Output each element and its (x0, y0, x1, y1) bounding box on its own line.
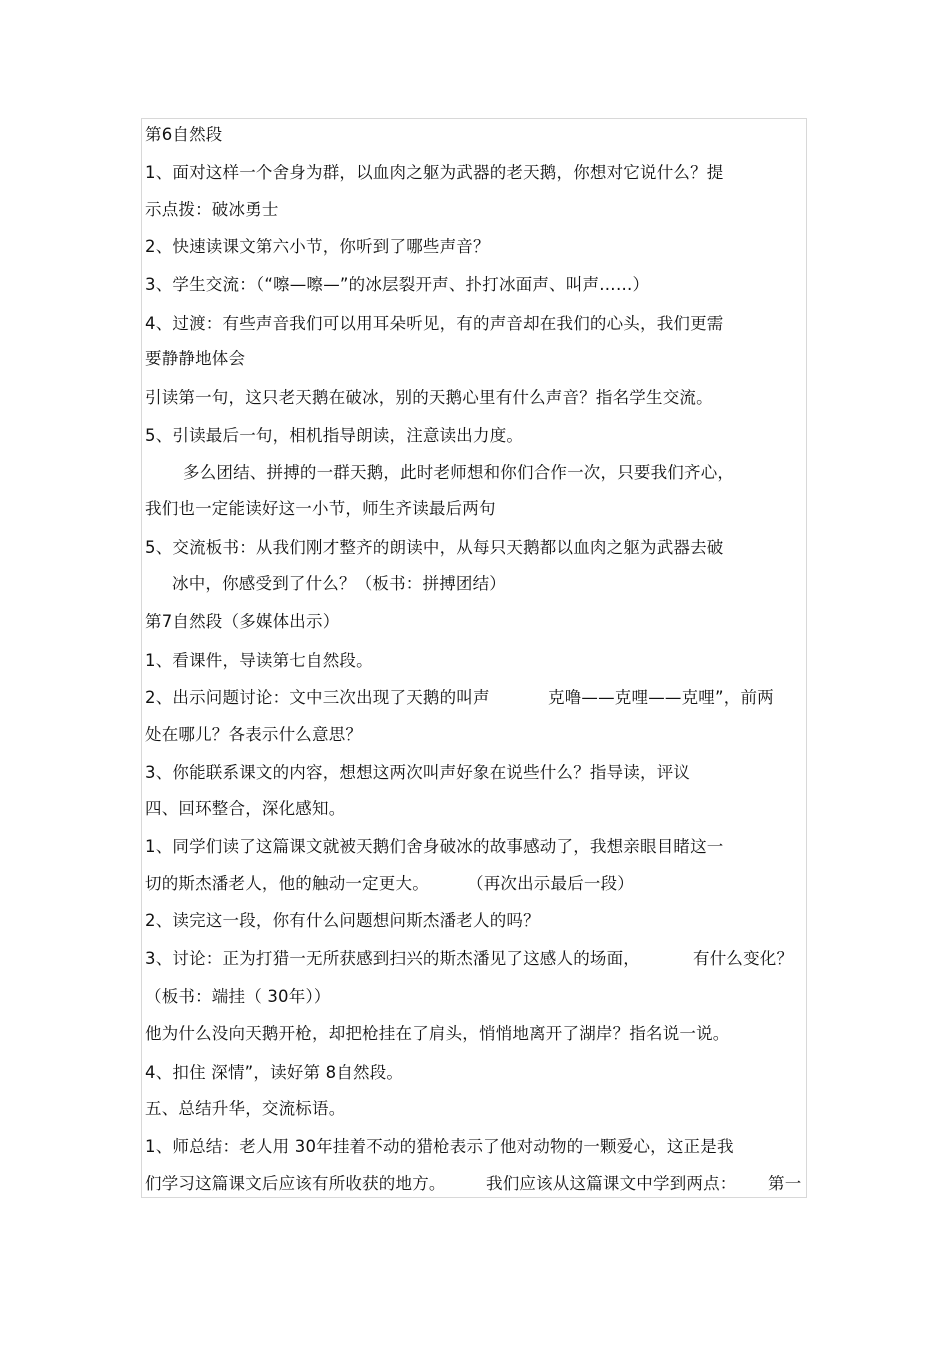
text-line: 第一 (768, 1174, 802, 1193)
text-line: 引读第一句，这只老天鹅在破冰，别的天鹅心里有什么声音？指名学生交流。 (145, 388, 713, 407)
text-line: 5、交流板书：从我们刚才整齐的朗读中，从每只天鹅都以血肉之躯为武器去破 (145, 538, 724, 557)
text-line: 克噜——克哩——克哩”，前两 (548, 688, 774, 707)
text-line: 3、你能联系课文的内容，想想这两次叫声好象在说些什么？指导读，评议 (145, 763, 691, 782)
section-heading-5: 五、总结升华，交流标语。 (145, 1099, 346, 1118)
text-line: 处在哪儿？各表示什么意思？ (145, 725, 363, 744)
heading-para-6: 第6自然段 (145, 125, 223, 144)
text-line: 冰中，你感受到了什么？（板书：拼搏团结） (172, 574, 506, 593)
heading-para-7: 第7自然段（多媒体出示） (145, 612, 340, 631)
text-line: 他为什么没向天鹅开枪，却把枪挂在了肩头，悄悄地离开了湖岸？指名说一说。 (145, 1024, 730, 1043)
text-line: 5、引读最后一句，相机指导朗读，注意读出力度。 (145, 426, 524, 445)
text-line: （再次出示最后一段） (467, 874, 634, 893)
text-line: 1、师总结：老人用 30年挂着不动的猎枪表示了他对动物的一颗爱心，这正是我 (145, 1137, 734, 1156)
text-line: 3、学生交流：（“嚓—嚓—”的冰层裂开声、扑打冰面声、叫声……） (145, 275, 650, 294)
text-line: 切的斯杰潘老人，他的触动一定更大。 (145, 874, 429, 893)
text-line: 我们也一定能读好这一小节，师生齐读最后两句 (145, 499, 496, 518)
text-line: 3、讨论：正为打猎一无所获感到扫兴的斯杰潘见了这感人的场面， (145, 949, 640, 968)
text-line: 要静静地体会 (145, 349, 246, 368)
text-line: 示点拨：破冰勇士 (145, 200, 279, 219)
text-line: 1、同学们读了这篇课文就被天鹅们舍身破冰的故事感动了，我想亲眼目睹这一 (145, 837, 724, 856)
text-line: 2、快速读课文第六小节，你听到了哪些声音？ (145, 237, 490, 256)
text-line: 我们应该从这篇课文中学到两点： (486, 1174, 737, 1193)
text-line: 4、过渡：有些声音我们可以用耳朵听见，有的声音却在我们的心头，我们更需 (145, 314, 724, 333)
text-line: 1、看课件，导读第七自然段。 (145, 651, 373, 670)
text-line: （板书：端挂（ 30年）） (145, 987, 331, 1006)
section-heading-4: 四、回环整合，深化感知。 (145, 799, 346, 818)
text-line: 们学习这篇课文后应该有所收获的地方。 (145, 1174, 446, 1193)
text-line: 多么团结、拼搏的一群天鹅，此时老师想和你们合作一次，只要我们齐心， (183, 463, 735, 482)
text-line: 2、出示问题讨论：文中三次出现了天鹅的叫声 (145, 688, 490, 707)
text-line: 有什么变化？ (693, 949, 794, 968)
text-line: 1、面对这样一个舍身为群，以血肉之躯为武器的老天鹅，你想对它说什么？提 (145, 163, 724, 182)
text-line: 4、扣住 深情”，读好第 8自然段。 (145, 1063, 404, 1082)
text-line: 2、读完这一段，你有什么问题想问斯杰潘老人的吗？ (145, 911, 540, 930)
